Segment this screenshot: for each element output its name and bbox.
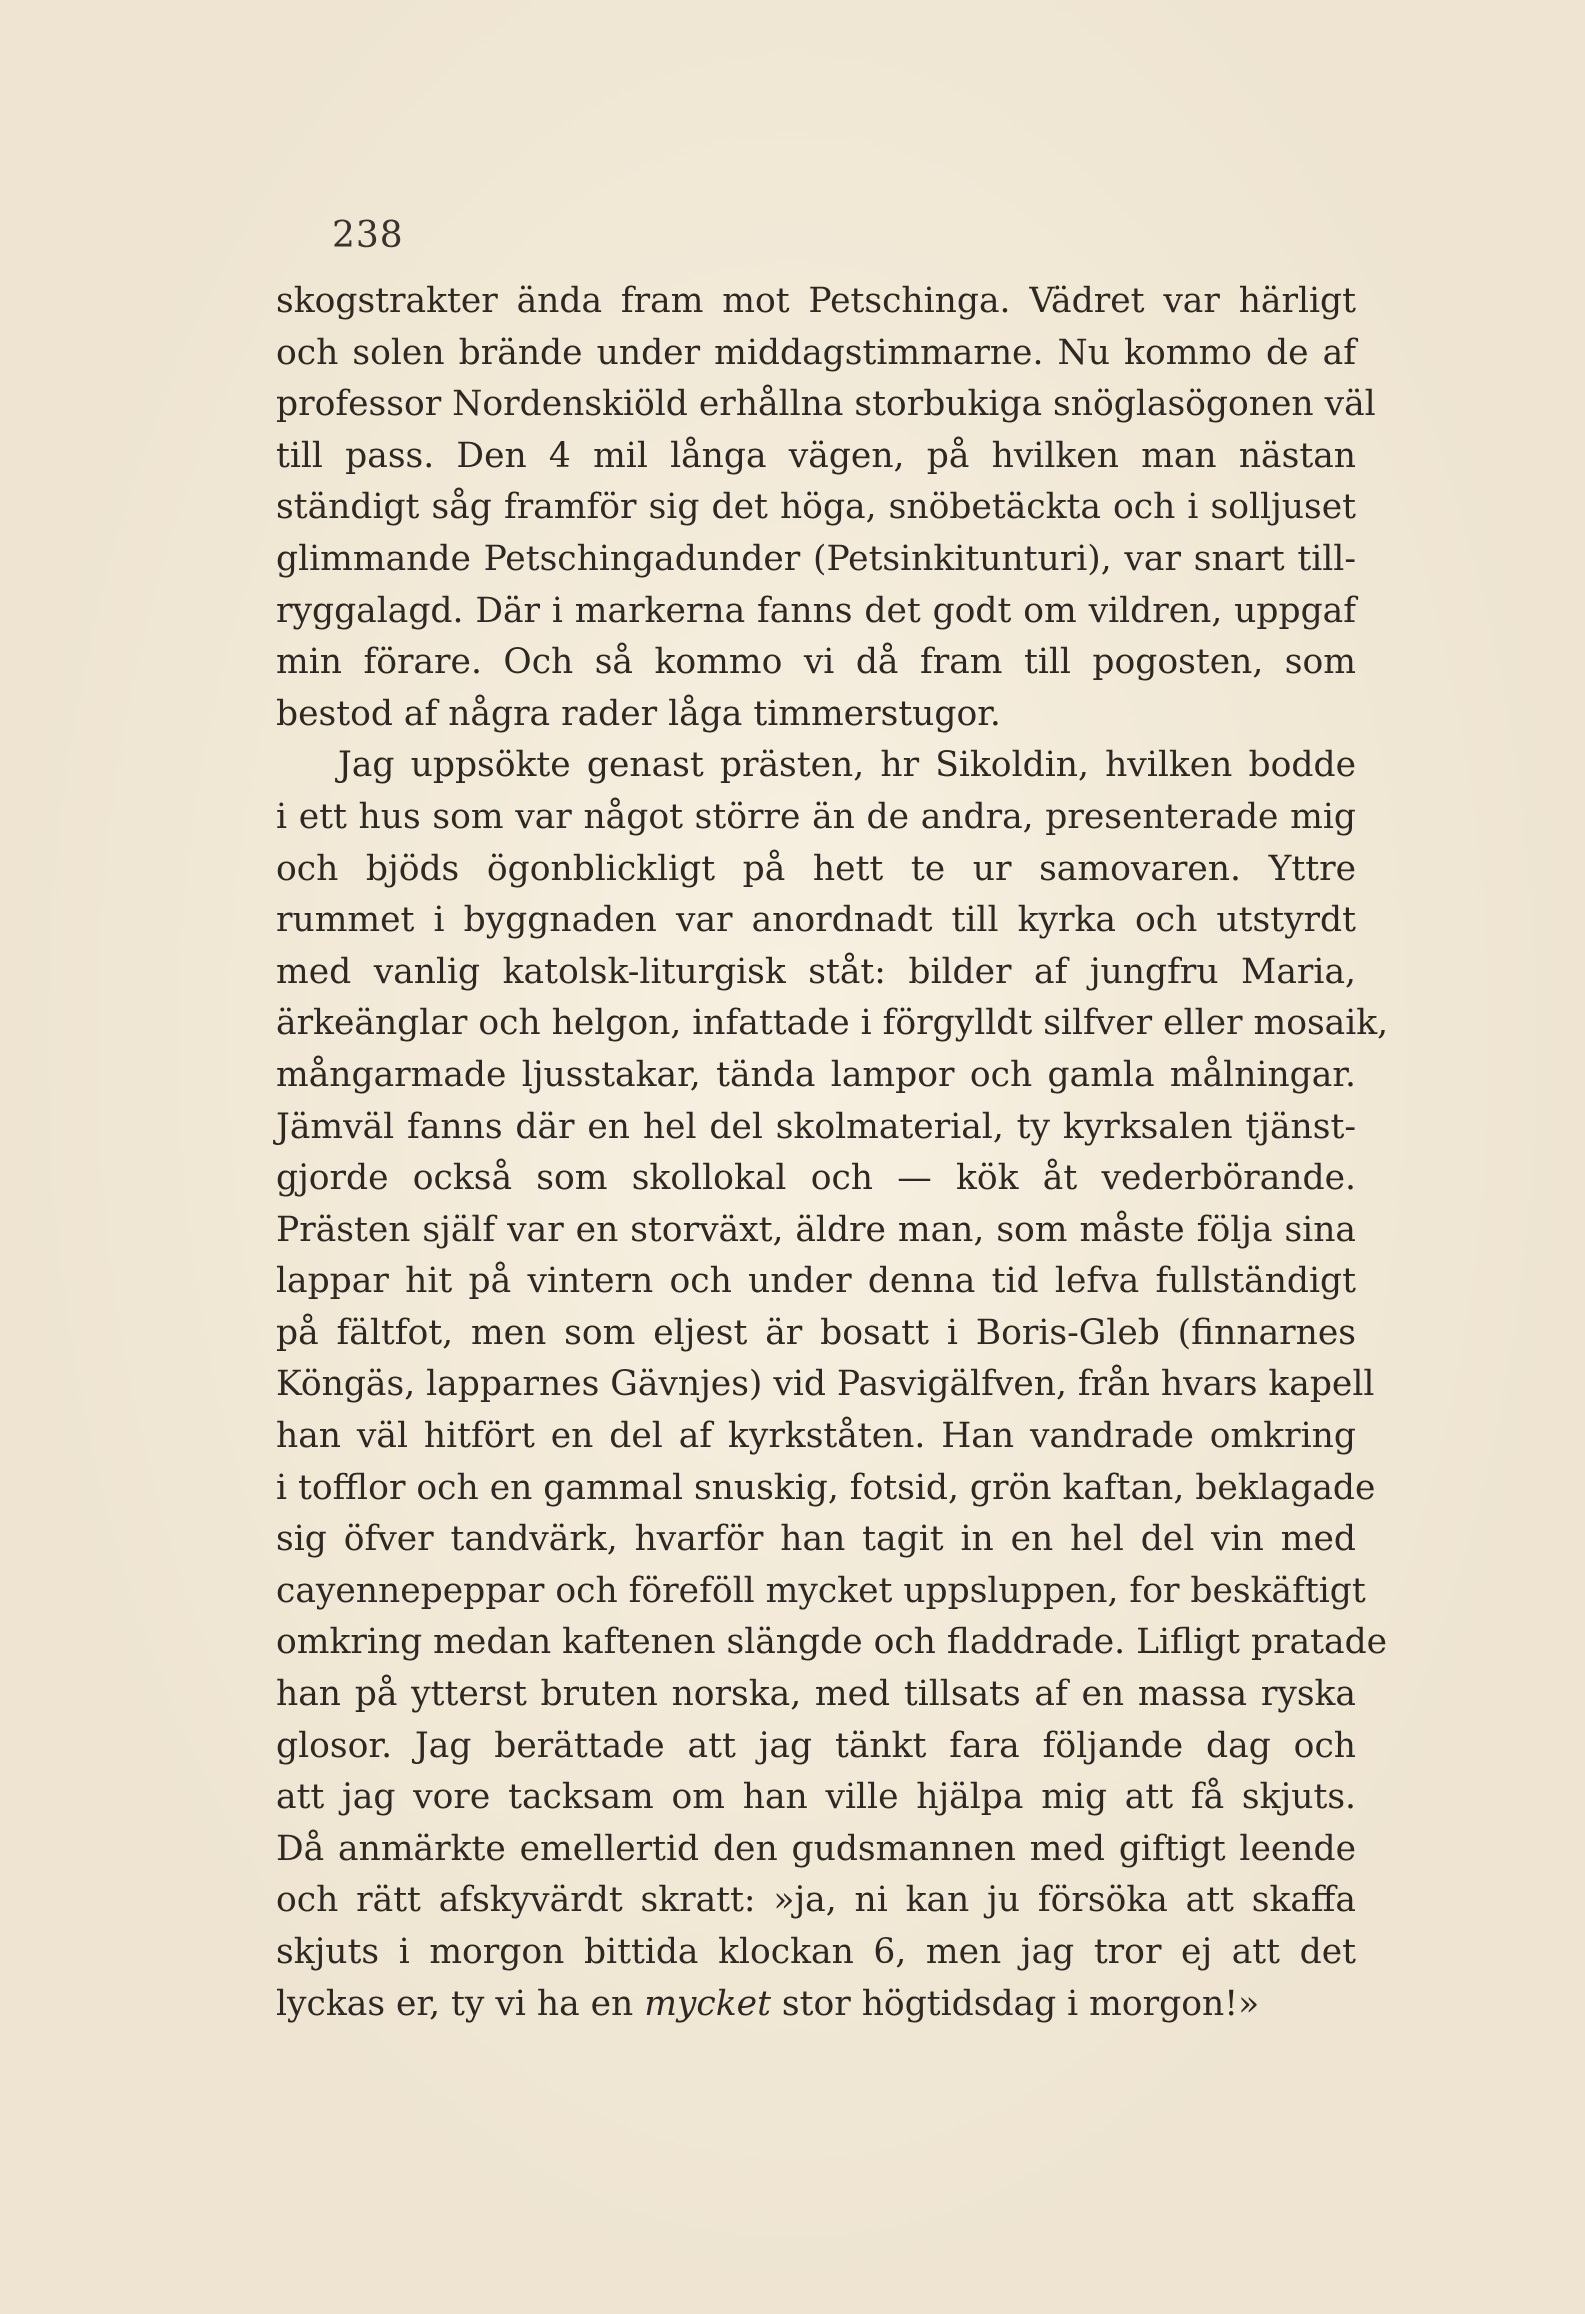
text-line: omkring medan kaftenen slängde och fladdrade. Lifligt pratade — [276, 1622, 1388, 1663]
text-line: mångarmade ljusstakar, tända lampor och gamla målningar. — [276, 1054, 1356, 1095]
text-line: ständigt såg framför sig det höga, snöbetäckta och i solljuset — [276, 487, 1356, 528]
text-line: gjorde också som skollokal och — kök åt vederbörande. — [276, 1158, 1356, 1199]
text-line: till pass. Den 4 mil långa vägen, på hvilken man nästan — [276, 435, 1356, 476]
text-line: och solen brände under middagstimmarne. Nu kommo de af — [276, 332, 1356, 373]
text-line: ärkeänglar och helgon, infattade i förgylldt silfver eller mosaik, — [276, 1003, 1389, 1044]
text-line: och bjöds ögonblickligt på hett te ur samovaren. Yttre — [276, 848, 1356, 889]
text-line: Köngäs, lapparnes Gävnjes) vid Pasvigälfven, från hvars kapell — [276, 1364, 1375, 1405]
final-line-end: stor högtidsdag i morgon!» — [770, 1983, 1260, 2024]
text-line: med vanlig katolsk-liturgisk ståt: bilder af jungfru Maria, — [276, 951, 1356, 992]
text-line: på fältfot, men som eljest är bosatt i Boris-Gleb (finnarnes — [276, 1312, 1356, 1353]
text-line: professor Nordenskiöld erhållna storbukiga snöglasögonen väl — [276, 384, 1376, 425]
text-line: att jag vore tacksam om han ville hjälpa mig att få skjuts. — [276, 1777, 1356, 1818]
text-line: glosor. Jag berättade att jag tänkt fara följande dag och — [276, 1725, 1356, 1766]
text-line: Prästen själf var en storväxt, äldre man, som måste följa sina — [276, 1209, 1356, 1250]
page-number: 238 — [332, 215, 404, 256]
text-line: i tofflor och en gammal snuskig, fotsid, grön kaftan, beklagade — [276, 1467, 1376, 1508]
text-line: glimmande Petschingadunder (Petsinkitunturi), var snart till- — [276, 538, 1356, 579]
final-text-line — [276, 1979, 1356, 2031]
text-line: cayennepeppar och föreföll mycket uppsluppen, for beskäftigt — [276, 1570, 1366, 1611]
text-line: och rätt afskyvärdt skratt: »ja, ni kan ju försöka att skaffa — [276, 1880, 1356, 1921]
final-line-start: lyckas er, ty vi ha en — [276, 1983, 645, 2024]
text-line: bestod af några rader låga timmerstugor. — [276, 693, 1001, 734]
text-line: ryggalagd. Där i markerna fanns det godt om vildren, uppgaf — [276, 590, 1356, 631]
text-line: han på ytterst bruten norska, med tillsats af en massa ryska — [276, 1674, 1356, 1715]
text-line: sig öfver tandvärk, hvarför han tagit in en hel del vin med — [276, 1519, 1356, 1560]
text-line: skjuts i morgon bittida klockan 6, men jag tror ej att det — [276, 1932, 1356, 1972]
text-line: i ett hus som var något större än de andra, presenterade mig — [276, 796, 1356, 837]
body-text — [276, 276, 1389, 2030]
text-line: rummet i byggnaden var anordnadt till kyrka och utstyrdt — [276, 900, 1356, 941]
text-line: skogstrakter ända fram mot Petschinga. Vädret var härligt — [276, 281, 1356, 321]
text-line: lappar hit på vintern och under denna tid lefva fullständigt — [276, 1261, 1356, 1302]
text-line: min förare. Och så kommo vi då fram till pogosten, som — [276, 642, 1356, 683]
text-line: Då anmärkte emellertid den gudsmannen med giftigt leende — [276, 1828, 1356, 1869]
emphasized-word: mycket — [644, 1983, 771, 2024]
text-line: Jämväl fanns där en hel del skolmaterial, ty kyrksalen tjänst- — [276, 1106, 1356, 1147]
text-line: Jag uppsökte genast prästen, hr Sikoldin, hvilken bodde — [338, 745, 1356, 786]
text-line: han väl hitfört en del af kyrkståten. Han vandrade omkring — [276, 1416, 1356, 1457]
